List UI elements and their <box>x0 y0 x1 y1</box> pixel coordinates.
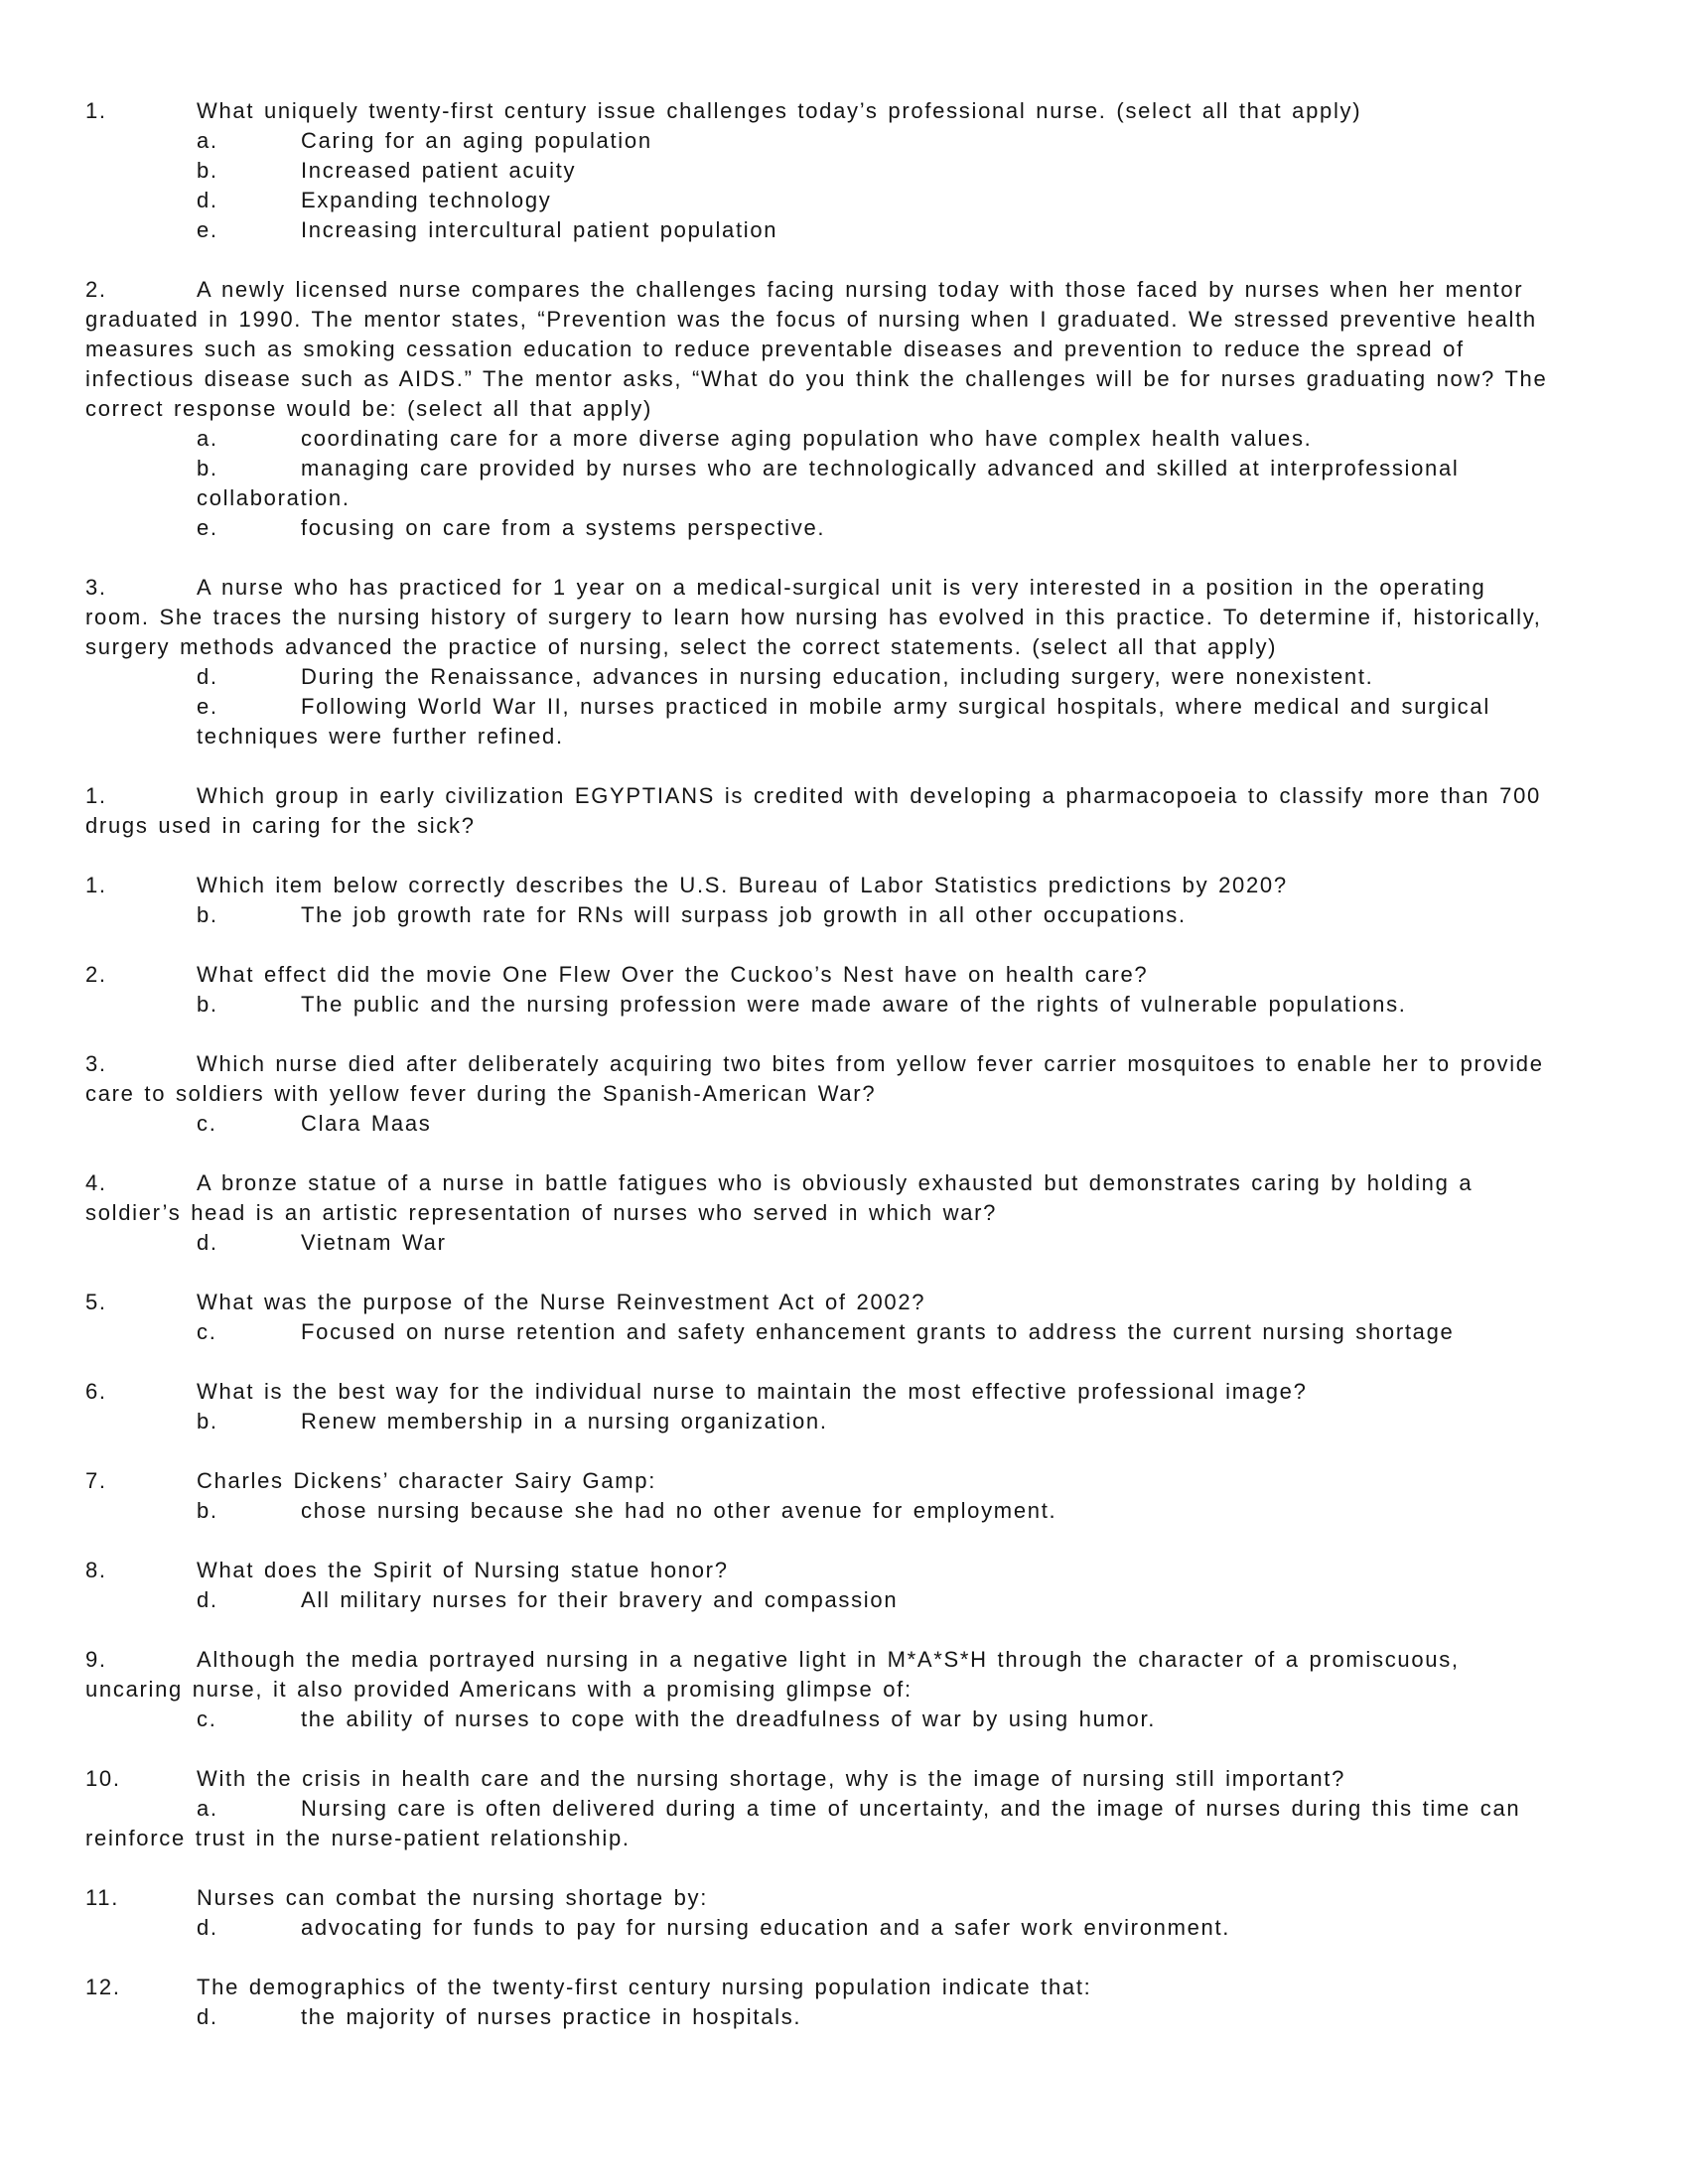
question-paragraph <box>85 275 1557 424</box>
option-letter: c. <box>197 1111 217 1136</box>
option-letter: e. <box>197 694 218 719</box>
option-text: Increased patient acuity <box>301 158 577 183</box>
option-letter: e. <box>197 515 218 540</box>
option-letter: d. <box>197 188 218 212</box>
question-stem: Which item below correctly describes the U.S. Bureau of Labor Statistics predictions by 2020? <box>197 873 1288 897</box>
option-row <box>197 900 1557 930</box>
option-text: All military nurses for their bravery and compassion <box>301 1587 899 1612</box>
option-letter: c. <box>197 1319 217 1344</box>
option-text: managing care provided by nurses who are technologically advanced and skilled at interprofessional collaboration. <box>197 456 1460 510</box>
option-letter: b. <box>197 158 218 183</box>
option-row <box>197 1585 1557 1615</box>
question-paragraph <box>85 1466 1557 1496</box>
question-block <box>85 1973 1557 2032</box>
option-text: Increasing intercultural patient population <box>301 217 778 242</box>
option-row <box>85 1794 1557 1853</box>
question-paragraph <box>85 1764 1557 1794</box>
question-block <box>85 1883 1557 1943</box>
option-row <box>197 454 1557 513</box>
question-paragraph <box>85 871 1557 900</box>
option-row <box>197 513 1557 543</box>
option-letter: b. <box>197 456 218 480</box>
option-text: Following World War II, nurses practiced in mobile army surgical hospitals, where medical and surgical techniques were further refined. <box>197 694 1490 749</box>
question-block <box>85 96 1557 245</box>
question-stem: What uniquely twenty-first century issue challenges today’s professional nurse. (select all that apply) <box>197 98 1362 123</box>
option-letter: d. <box>197 664 218 689</box>
option-letter: e. <box>197 217 218 242</box>
option-letter: b. <box>197 1498 218 1523</box>
question-stem: Although the media portrayed nursing in a negative light in M*A*S*H through the character of a promiscuous, uncaring nurse, it also provided Americans with a promising glimpse of: <box>85 1647 1460 1702</box>
option-text: The job growth rate for RNs will surpass job growth in all other occupations. <box>301 902 1187 927</box>
question-block <box>85 275 1557 543</box>
question-block <box>85 1556 1557 1615</box>
question-paragraph <box>85 1049 1557 1109</box>
option-text: Vietnam War <box>301 1230 447 1255</box>
question-stem: Nurses can combat the nursing shortage by: <box>197 1885 709 1910</box>
option-letter: b. <box>197 1409 218 1433</box>
question-paragraph <box>85 1288 1557 1317</box>
option-row <box>197 2002 1557 2032</box>
option-row <box>197 1705 1557 1734</box>
question-block <box>85 1168 1557 1258</box>
question-number: 5. <box>85 1290 107 1314</box>
question-block <box>85 871 1557 930</box>
question-block <box>85 1645 1557 1734</box>
question-number: 2. <box>85 277 107 302</box>
option-letter: d. <box>197 1915 218 1940</box>
option-text: the ability of nurses to cope with the dreadfulness of war by using humor. <box>301 1706 1157 1731</box>
question-paragraph <box>85 1377 1557 1407</box>
question-block <box>85 1377 1557 1436</box>
option-row <box>197 424 1557 454</box>
question-number: 1. <box>85 98 107 123</box>
question-block <box>85 960 1557 1020</box>
question-number: 1. <box>85 873 107 897</box>
question-paragraph <box>85 96 1557 126</box>
question-number: 7. <box>85 1468 107 1493</box>
question-number: 4. <box>85 1170 107 1195</box>
option-row <box>197 156 1557 186</box>
option-text: advocating for funds to pay for nursing education and a safer work environment. <box>301 1915 1231 1940</box>
question-stem: A newly licensed nurse compares the challenges facing nursing today with those faced by nurses when her mentor graduated in 1990. The mentor states, “Prevention was the focus of nursing when I graduated. We stressed preventive health measures such as smoking cessation education to reduce preventable diseases and prevention to reduce the spread of infectious disease such as AIDS.” The mentor asks, “What do you think the challenges will be for nurses graduating now? The correct response would be: (select all that apply) <box>85 277 1548 421</box>
question-stem: A nurse who has practiced for 1 year on a medical-surgical unit is very interested in a position in the operating room. She traces the nursing history of surgery to learn how nursing has evolved in this practice. To determine if, historically, surgery methods advanced the practice of nursing, select the correct statements. (select all that apply) <box>85 575 1542 659</box>
option-letter: b. <box>197 902 218 927</box>
question-number: 6. <box>85 1379 107 1404</box>
option-text: focusing on care from a systems perspective. <box>301 515 826 540</box>
question-paragraph <box>85 1168 1557 1228</box>
question-block <box>85 781 1557 841</box>
question-block <box>85 1466 1557 1526</box>
option-text: Expanding technology <box>301 188 552 212</box>
question-number: 3. <box>85 575 107 600</box>
question-paragraph <box>85 1883 1557 1913</box>
option-row <box>197 990 1557 1020</box>
question-paragraph <box>85 573 1557 662</box>
option-row <box>197 1407 1557 1436</box>
option-letter: a. <box>197 1796 218 1821</box>
question-block <box>85 1764 1557 1853</box>
option-row <box>197 1317 1557 1347</box>
question-paragraph <box>85 960 1557 990</box>
question-block <box>85 1288 1557 1347</box>
option-letter: d. <box>197 1230 218 1255</box>
question-paragraph <box>85 1973 1557 2002</box>
question-stem: What does the Spirit of Nursing statue honor? <box>197 1558 729 1582</box>
option-text: During the Renaissance, advances in nursing education, including surgery, were nonexistent. <box>301 664 1374 689</box>
option-row <box>197 1228 1557 1258</box>
option-text: Renew membership in a nursing organization. <box>301 1409 828 1433</box>
option-letter: a. <box>197 426 218 451</box>
question-stem: Which group in early civilization EGYPTIANS is credited with developing a pharmacopoeia to classify more than 700 drugs used in caring for the sick? <box>85 783 1541 838</box>
question-number: 11. <box>85 1885 120 1910</box>
question-number: 2. <box>85 962 107 987</box>
option-text: the majority of nurses practice in hospitals. <box>301 2004 802 2029</box>
question-stem: With the crisis in health care and the nursing shortage, why is the image of nursing still important? <box>197 1766 1346 1791</box>
question-number: 9. <box>85 1647 107 1672</box>
question-stem: Which nurse died after deliberately acquiring two bites from yellow fever carrier mosquitoes to enable her to provide care to soldiers with yellow fever during the Spanish-American War? <box>85 1051 1544 1106</box>
option-letter: d. <box>197 2004 218 2029</box>
question-stem: What effect did the movie One Flew Over the Cuckoo’s Nest have on health care? <box>197 962 1149 987</box>
option-text: coordinating care for a more diverse aging population who have complex health values. <box>301 426 1313 451</box>
option-letter: c. <box>197 1706 217 1731</box>
question-number: 3. <box>85 1051 107 1076</box>
question-number: 12. <box>85 1975 121 1999</box>
question-block <box>85 1049 1557 1139</box>
option-row <box>197 692 1557 751</box>
question-number: 1. <box>85 783 107 808</box>
question-paragraph <box>85 1556 1557 1585</box>
option-text: Clara Maas <box>301 1111 432 1136</box>
option-letter: b. <box>197 992 218 1017</box>
option-row <box>197 1109 1557 1139</box>
question-stem: A bronze statue of a nurse in battle fatigues who is obviously exhausted but demonstrates caring by holding a soldier’s head is an artistic representation of nurses who served in which war? <box>85 1170 1474 1225</box>
option-row <box>197 186 1557 215</box>
option-letter: d. <box>197 1587 218 1612</box>
question-stem: The demographics of the twenty-first century nursing population indicate that: <box>197 1975 1092 1999</box>
question-block <box>85 573 1557 751</box>
option-text: Caring for an aging population <box>301 128 652 153</box>
question-stem: What is the best way for the individual nurse to maintain the most effective professional image? <box>197 1379 1308 1404</box>
option-row <box>197 662 1557 692</box>
question-stem: Charles Dickens’ character Sairy Gamp: <box>197 1468 657 1493</box>
option-letter: a. <box>197 128 218 153</box>
option-row <box>197 1496 1557 1526</box>
question-number: 10. <box>85 1766 121 1791</box>
option-text: chose nursing because she had no other avenue for employment. <box>301 1498 1057 1523</box>
question-paragraph <box>85 781 1557 841</box>
option-row <box>197 215 1557 245</box>
option-text: Focused on nurse retention and safety enhancement grants to address the current nursing shortage <box>301 1319 1455 1344</box>
option-text: Nursing care is often delivered during a time of uncertainty, and the image of nurses during this time can reinforce trust in the nurse-patient relationship. <box>85 1796 1521 1850</box>
option-text: The public and the nursing profession were made aware of the rights of vulnerable populations. <box>301 992 1407 1017</box>
question-stem: What was the purpose of the Nurse Reinvestment Act of 2002? <box>197 1290 926 1314</box>
option-row <box>197 126 1557 156</box>
question-number: 8. <box>85 1558 107 1582</box>
option-row <box>197 1913 1557 1943</box>
question-paragraph <box>85 1645 1557 1705</box>
